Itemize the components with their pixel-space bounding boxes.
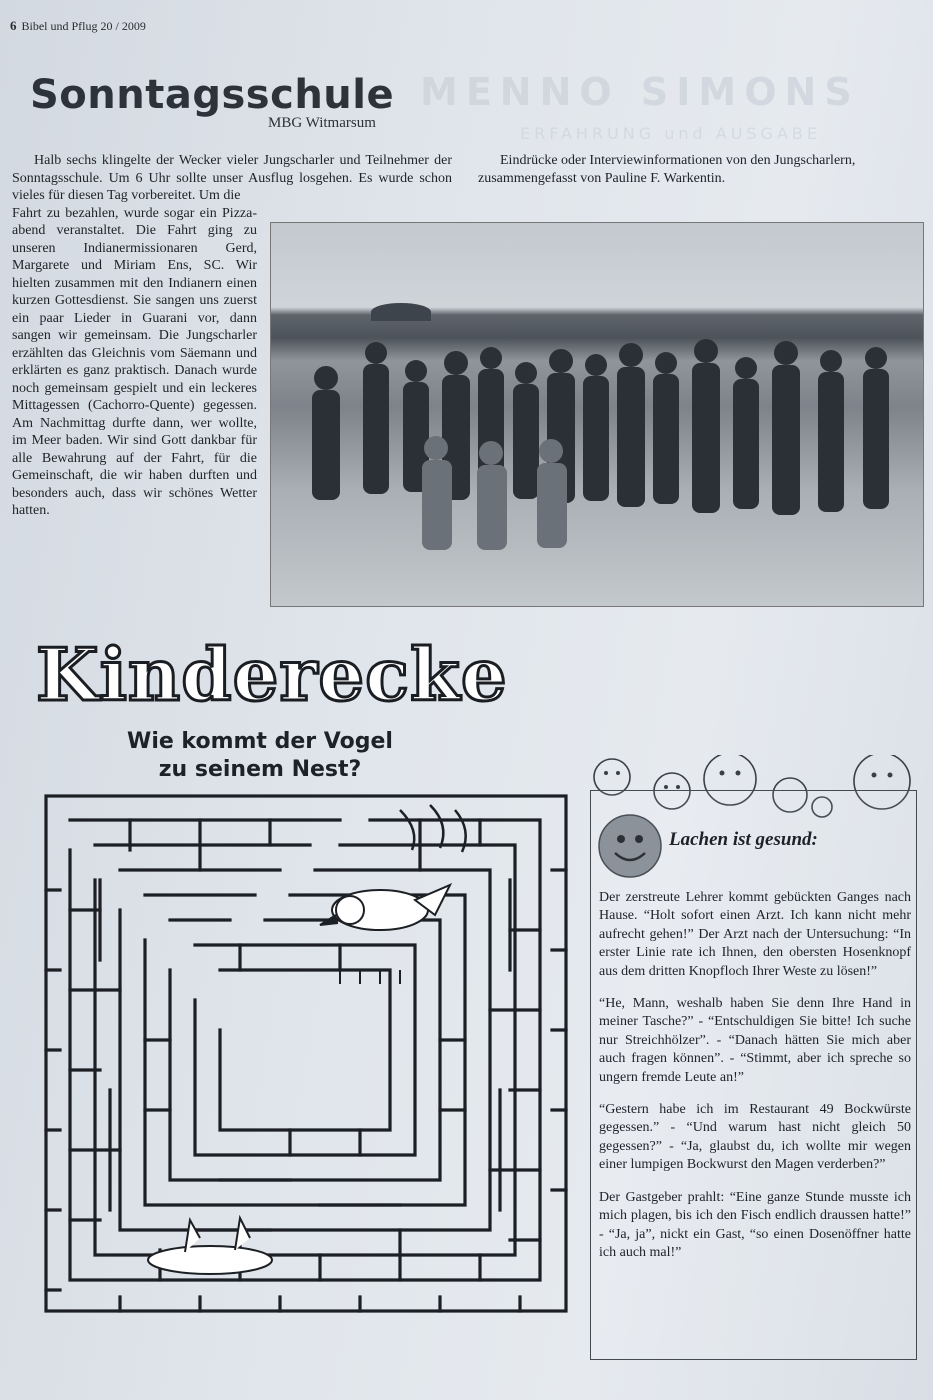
page-number: 6 bbox=[10, 18, 17, 33]
maze-question: Wie kommt der Vogel zu seinem Nest? bbox=[127, 729, 393, 782]
nest-drawing bbox=[148, 1218, 272, 1274]
bird-drawing bbox=[320, 885, 450, 930]
joke-item: Der zerstreute Lehrer kommt gebückten Ganges nach Hause. “Holt sofort einen Arzt. Ich kann nicht mehr aufrecht gehen!” Der Arzt nach der Untersuchung: “In erster Linie rate ich Ihnen, den obersten Hosenknopf aus dem dritten Knopfloch Ihrer Weste zu lösen!” bbox=[599, 890, 911, 979]
joke-item: Der Gastgeber prahlt: “Eine ganze Stunde musste ich mich plagen, bis ich den Fisch endlich draussen hatte!” - “Ja, ja”, nickt ein Gast, “so einen Dosenöffner hatte ich auch mal!” bbox=[599, 1189, 911, 1260]
smiley-icon bbox=[597, 813, 663, 879]
page-header bbox=[10, 18, 146, 34]
joke-item: “Gestern habe ich im Restaurant 49 Bockwürste gegessen.” - “Und warum hast nicht gleich 50 gegessen?” - “Ja, glaubst du, ich wollte mir wegen einer lumpigen Bockwurst den Magen verderben?” bbox=[599, 1102, 911, 1173]
crowd-silhouettes bbox=[286, 333, 906, 593]
article-subtitle: MBG Witmarsum bbox=[268, 115, 376, 131]
bleed-through-title: MENNO SIMONS bbox=[420, 70, 860, 114]
article-title: Sonntagsschule bbox=[30, 72, 395, 118]
kinderecke-title: Kinderecke bbox=[36, 632, 508, 717]
group-photo bbox=[270, 222, 924, 607]
article-text: Fahrt zu bezahlen, wurde sogar ein Pizza-abend veranstaltet. Die Fahrt ging zu unseren Indianermissionaren Gerd, Margarete und Miriam Ens, SC. Wir hielten zusammen mit den Indianern einen kurzen Gottesdienst. Sie sangen uns zuerst ein paar Lieder in Guarani vor, dann sangen wir gemeinsam. Die Jungscharler erzählten das Gleichnis vom Säemann und erklärten es ganz praktisch. Danach wurde noch gemeinsam gespielt und ein leckeres Mittagessen (Cachorro-Quente) gegessen. Am Nachmittag durfte dann, wer wollte, im Meer baden. Wir sind Gott dankbar für alle Bewahrung auf der Fahrt, für die Gemeinschaft, die wir haben durften und besonders auch, dass wir schönes Wetter hatten. bbox=[12, 205, 257, 518]
joke-item: “He, Mann, weshalb haben Sie denn Ihre Hand in meiner Tasche?” - “Entschuldigen Sie bitte! Ich suche nur Streichhölzer”. - “Danach hätten Sie mich aber auch fragen können”. - “Stimmt, aber ich spreche so ungern fremde Leute an!” bbox=[599, 996, 911, 1085]
jokes-box bbox=[590, 790, 917, 1360]
island-silhouette bbox=[371, 303, 431, 321]
article-note: Eindrücke oder Interviewinformationen von den Jungscharlern, zusammengefasst von Pauline F. Warkentin. bbox=[478, 153, 856, 186]
running-title: Bibel und Pflug 20 / 2009 bbox=[21, 19, 146, 33]
jokes-heading: Lachen ist gesund: bbox=[669, 829, 818, 850]
jokes-list bbox=[599, 889, 911, 1276]
bird-maze bbox=[40, 790, 570, 1350]
bleed-through-subtitle: ERFAHRUNG und AUSGABE bbox=[520, 124, 821, 143]
article-intro: Halb sechs klingelte der Wecker vieler Jungscharler und Teilnehmer der Sonntagsschule. Um 6 Uhr sollte unser Ausflug losgehen. Es wurde schon vieles für diesen Tag vorbereitet. Um die bbox=[12, 153, 452, 203]
